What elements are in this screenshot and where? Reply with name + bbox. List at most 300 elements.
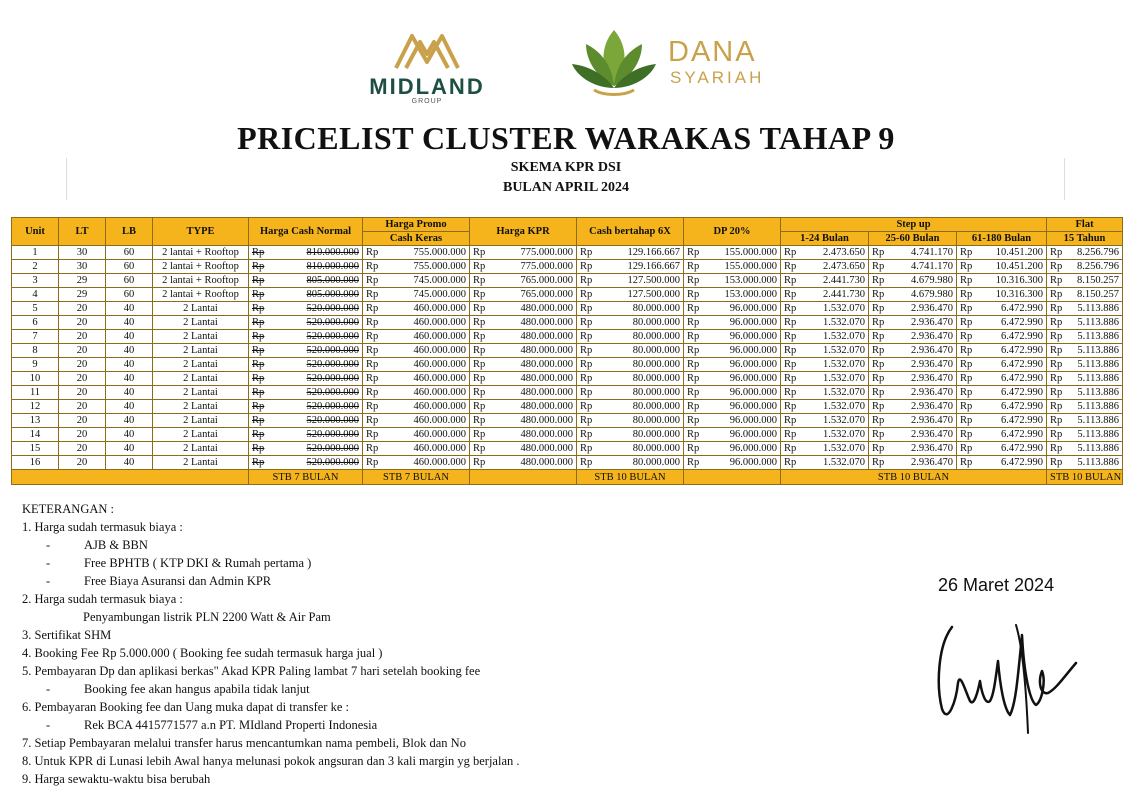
cell-flat: [1047, 442, 1123, 456]
cell-kpr: [470, 316, 577, 330]
footer-step-up: STB 10 BULAN: [781, 470, 1047, 485]
cell-type: 2 Lantai: [153, 358, 249, 372]
cell-step-3: [957, 414, 1047, 428]
currency-label: Rp: [1050, 387, 1063, 398]
cell-flat: [1047, 274, 1123, 288]
price-value: 4.741.170: [911, 261, 953, 272]
struck-price: 520.000.000: [306, 429, 359, 440]
cell-cash-bertahap: [577, 288, 684, 302]
price-value: 480.000.000: [520, 429, 573, 440]
cell-step-1: [781, 442, 869, 456]
price-value: 5.113.886: [1077, 373, 1120, 384]
price-value: 6.472.990: [1001, 415, 1044, 426]
cell-cash-bertahap: [577, 246, 684, 260]
cell-lb: 60: [106, 274, 153, 288]
price-value: 80.000.000: [632, 387, 680, 398]
currency-label: Rp: [1050, 289, 1063, 300]
cell-step-3: [957, 400, 1047, 414]
cell-lt: 30: [59, 260, 106, 274]
cell-lb: 60: [106, 260, 153, 274]
currency-label: Rp: [1050, 443, 1063, 454]
cell-unit: 11: [12, 386, 59, 400]
currency-label: Rp: [687, 317, 700, 328]
price-value: 1.532.070: [823, 303, 865, 314]
price-value: 80.000.000: [632, 359, 680, 370]
cell-step-1: [781, 246, 869, 260]
dana-name: DANA: [668, 36, 757, 68]
cell-lb: 40: [106, 344, 153, 358]
cell-step-1: [781, 400, 869, 414]
currency-label: Rp: [960, 247, 973, 258]
midland-sub: GROUP: [411, 98, 443, 105]
currency-label: Rp: [580, 429, 593, 440]
price-value: 96.000.000: [729, 303, 777, 314]
currency-label: Rp: [784, 261, 797, 272]
cell-type: 2 Lantai: [153, 344, 249, 358]
header-step-2: 25-60 Bulan: [869, 232, 957, 246]
price-value: 460.000.000: [413, 457, 466, 468]
cell-flat: [1047, 288, 1123, 302]
note-line: 6. Pembayaran Booking fee dan Uang muka dapat di transfer ke :: [22, 700, 349, 714]
price-value: 460.000.000: [413, 303, 466, 314]
price-value: 1.532.070: [823, 415, 865, 426]
currency-label: Rp: [960, 373, 973, 384]
price-value: 755.000.000: [413, 247, 466, 258]
header-promo: Harga Promo: [363, 218, 470, 232]
price-value: 2.936.470: [911, 401, 953, 412]
price-value: 4.679.980: [911, 275, 953, 286]
currency-label: Rp: [687, 289, 700, 300]
currency-label: Rp: [473, 457, 486, 468]
cell-lb: 40: [106, 302, 153, 316]
price-value: 96.000.000: [729, 457, 777, 468]
price-value: 153.000.000: [724, 289, 777, 300]
cell-unit: 15: [12, 442, 59, 456]
cell-type: 2 lantai + Rooftop: [153, 288, 249, 302]
price-value: 96.000.000: [729, 415, 777, 426]
cell-dp: [684, 260, 781, 274]
currency-label: Rp: [473, 443, 486, 454]
cell-step-1: [781, 372, 869, 386]
cell-lt: 20: [59, 456, 106, 470]
currency-label: Rp: [872, 373, 885, 384]
struck-price: 520.000.000: [306, 415, 359, 426]
cell-flat: [1047, 414, 1123, 428]
cell-dp: [684, 372, 781, 386]
currency-label: Rp: [960, 359, 973, 370]
notes-section: [22, 500, 622, 788]
table-row: [12, 302, 1123, 316]
dana-syariah-logo: [568, 24, 788, 100]
cell-lt: 20: [59, 302, 106, 316]
table-row: [12, 330, 1123, 344]
price-value: 10.316.300: [995, 289, 1044, 300]
cell-cash-bertahap: [577, 456, 684, 470]
currency-label: Rp: [580, 317, 593, 328]
currency-label: Rp: [580, 289, 593, 300]
cell-cash-normal: [249, 246, 363, 260]
currency-label: Rp: [366, 359, 379, 370]
currency-label: Rp: [784, 457, 797, 468]
cell-step-1: [781, 274, 869, 288]
cell-cash-normal: [249, 456, 363, 470]
cell-unit: 7: [12, 330, 59, 344]
cell-lb: 40: [106, 316, 153, 330]
currency-label: Rp: [252, 401, 265, 412]
cell-type: 2 Lantai: [153, 386, 249, 400]
cell-dp: [684, 358, 781, 372]
cell-type: 2 Lantai: [153, 428, 249, 442]
currency-label: Rp: [687, 261, 700, 272]
table-footer: [12, 470, 1123, 485]
struck-price: 520.000.000: [306, 345, 359, 356]
currency-label: Rp: [872, 247, 885, 258]
currency-label: Rp: [784, 429, 797, 440]
price-value: 80.000.000: [632, 373, 680, 384]
price-value: 2.936.470: [911, 359, 953, 370]
cell-promo: [363, 456, 470, 470]
currency-label: Rp: [366, 415, 379, 426]
note-line: Penyambungan listrik PLN 2200 Watt & Air Pam: [83, 610, 331, 624]
cell-step-3: [957, 386, 1047, 400]
cell-lt: 30: [59, 246, 106, 260]
currency-label: Rp: [872, 303, 885, 314]
table-row: [12, 344, 1123, 358]
cell-unit: 6: [12, 316, 59, 330]
price-value: 460.000.000: [413, 373, 466, 384]
cell-flat: [1047, 260, 1123, 274]
table-row: [12, 442, 1123, 456]
currency-label: Rp: [473, 345, 486, 356]
cell-step-2: [869, 330, 957, 344]
currency-label: Rp: [366, 275, 379, 286]
note-line: 1. Harga sudah termasuk biaya :: [22, 520, 183, 534]
currency-label: Rp: [960, 457, 973, 468]
cell-type: 2 Lantai: [153, 414, 249, 428]
currency-label: Rp: [784, 373, 797, 384]
currency-label: Rp: [872, 359, 885, 370]
note-text: Booking fee akan hangus apabila tidak lanjut: [84, 682, 310, 696]
divider-right: [1064, 158, 1065, 200]
cell-flat: [1047, 400, 1123, 414]
price-value: 5.113.886: [1077, 345, 1120, 356]
price-value: 2.936.470: [911, 429, 953, 440]
price-value: 480.000.000: [520, 359, 573, 370]
currency-label: Rp: [252, 373, 265, 384]
table-row: [12, 260, 1123, 274]
currency-label: Rp: [366, 443, 379, 454]
subtitle-scheme: SKEMA KPR DSI: [510, 160, 622, 175]
price-value: 5.113.886: [1077, 331, 1120, 342]
price-value: 4.741.170: [911, 247, 953, 258]
cell-cash-bertahap: [577, 274, 684, 288]
price-value: 460.000.000: [413, 415, 466, 426]
cell-cash-normal: [249, 400, 363, 414]
cell-promo: [363, 302, 470, 316]
cell-step-2: [869, 400, 957, 414]
cell-step-3: [957, 330, 1047, 344]
currency-label: Rp: [252, 443, 265, 454]
cell-flat: [1047, 246, 1123, 260]
currency-label: Rp: [252, 345, 265, 356]
note-text: Free Biaya Asuransi dan Admin KPR: [84, 574, 272, 588]
currency-label: Rp: [1050, 429, 1063, 440]
price-value: 129.166.667: [627, 247, 680, 258]
cell-lt: 20: [59, 358, 106, 372]
header-kpr: Harga KPR: [470, 218, 577, 246]
currency-label: Rp: [580, 373, 593, 384]
cell-lb: 40: [106, 414, 153, 428]
currency-label: Rp: [960, 303, 973, 314]
cell-lt: 20: [59, 330, 106, 344]
cell-kpr: [470, 288, 577, 302]
cell-unit: 12: [12, 400, 59, 414]
cell-type: 2 lantai + Rooftop: [153, 260, 249, 274]
cell-lt: 20: [59, 344, 106, 358]
subtitle-month: BULAN APRIL 2024: [502, 180, 630, 195]
cell-dp: [684, 344, 781, 358]
cell-flat: [1047, 302, 1123, 316]
currency-label: Rp: [252, 415, 265, 426]
currency-label: Rp: [580, 387, 593, 398]
currency-label: Rp: [687, 303, 700, 314]
currency-label: Rp: [687, 345, 700, 356]
cell-step-2: [869, 246, 957, 260]
price-value: 480.000.000: [520, 331, 573, 342]
price-value: 2.936.470: [911, 443, 953, 454]
cell-kpr: [470, 400, 577, 414]
cell-lt: 20: [59, 428, 106, 442]
currency-label: Rp: [366, 373, 379, 384]
cell-cash-bertahap: [577, 330, 684, 344]
cell-unit: 13: [12, 414, 59, 428]
syariah-name: SYARIAH: [670, 68, 765, 87]
price-value: 2.936.470: [911, 457, 953, 468]
price-value: 480.000.000: [520, 401, 573, 412]
cell-promo: [363, 344, 470, 358]
struck-price: 520.000.000: [306, 387, 359, 398]
price-value: 1.532.070: [823, 359, 865, 370]
price-value: 6.472.990: [1001, 331, 1044, 342]
price-value: 6.472.990: [1001, 387, 1044, 398]
currency-label: Rp: [252, 317, 265, 328]
currency-label: Rp: [473, 275, 486, 286]
currency-label: Rp: [252, 359, 265, 370]
footer-kpr: [470, 470, 577, 485]
price-value: 2.441.730: [823, 289, 865, 300]
price-value: 5.113.886: [1077, 415, 1120, 426]
cell-kpr: [470, 414, 577, 428]
price-value: 1.532.070: [823, 317, 865, 328]
cell-step-1: [781, 316, 869, 330]
currency-label: Rp: [1050, 373, 1063, 384]
price-value: 2.936.470: [911, 331, 953, 342]
table-row: [12, 456, 1123, 470]
currency-label: Rp: [687, 275, 700, 286]
currency-label: Rp: [960, 345, 973, 356]
price-value: 5.113.886: [1077, 443, 1120, 454]
cell-cash-normal: [249, 344, 363, 358]
table-row: [12, 372, 1123, 386]
cell-step-3: [957, 260, 1047, 274]
cell-step-3: [957, 358, 1047, 372]
price-value: 96.000.000: [729, 387, 777, 398]
dana-lotus-icon: [568, 26, 660, 98]
header-cash-bertahap: Cash bertahap 6X: [577, 218, 684, 246]
currency-label: Rp: [580, 415, 593, 426]
struck-price: 810.000.000: [306, 247, 359, 258]
cell-cash-bertahap: [577, 316, 684, 330]
cell-lt: 29: [59, 274, 106, 288]
cell-unit: 16: [12, 456, 59, 470]
price-value: 80.000.000: [632, 317, 680, 328]
price-value: 480.000.000: [520, 415, 573, 426]
cell-lb: 40: [106, 428, 153, 442]
struck-price: 520.000.000: [306, 401, 359, 412]
currency-label: Rp: [960, 317, 973, 328]
currency-label: Rp: [784, 401, 797, 412]
cell-promo: [363, 400, 470, 414]
cell-step-1: [781, 386, 869, 400]
footer-dp: [684, 470, 781, 485]
notes-heading: KETERANGAN :: [22, 502, 115, 516]
cell-cash-bertahap: [577, 372, 684, 386]
cell-step-1: [781, 302, 869, 316]
price-value: 5.113.886: [1077, 387, 1120, 398]
price-value: 480.000.000: [520, 457, 573, 468]
price-value: 1.532.070: [823, 401, 865, 412]
cell-cash-bertahap: [577, 302, 684, 316]
price-value: 460.000.000: [413, 331, 466, 342]
cell-lb: 40: [106, 456, 153, 470]
price-value: 8.256.796: [1077, 261, 1120, 272]
price-value: 765.000.000: [520, 289, 573, 300]
cell-dp: [684, 442, 781, 456]
currency-label: Rp: [687, 401, 700, 412]
cell-type: 2 Lantai: [153, 302, 249, 316]
note-line: [22, 554, 622, 572]
cell-unit: 9: [12, 358, 59, 372]
cell-step-2: [869, 428, 957, 442]
header-flat-sub: 15 Tahun: [1047, 232, 1123, 246]
currency-label: Rp: [872, 317, 885, 328]
price-value: 96.000.000: [729, 317, 777, 328]
cell-type: 2 Lantai: [153, 372, 249, 386]
cell-type: 2 Lantai: [153, 316, 249, 330]
cell-cash-bertahap: [577, 442, 684, 456]
cell-flat: [1047, 372, 1123, 386]
cell-dp: [684, 288, 781, 302]
price-value: 755.000.000: [413, 261, 466, 272]
price-value: 80.000.000: [632, 429, 680, 440]
currency-label: Rp: [687, 373, 700, 384]
currency-label: Rp: [252, 387, 265, 398]
cell-dp: [684, 246, 781, 260]
price-value: 480.000.000: [520, 303, 573, 314]
price-value: 2.473.650: [823, 261, 865, 272]
cell-step-2: [869, 414, 957, 428]
price-value: 96.000.000: [729, 359, 777, 370]
price-value: 6.472.990: [1001, 317, 1044, 328]
page-title: PRICELIST CLUSTER WARAKAS TAHAP 9: [237, 120, 895, 156]
currency-label: Rp: [687, 247, 700, 258]
cell-cash-bertahap: [577, 400, 684, 414]
footer-flat: STB 10 BULAN: [1047, 470, 1123, 485]
price-value: 480.000.000: [520, 345, 573, 356]
note-line: 9. Harga sewaktu-waktu bisa berubah: [22, 772, 211, 786]
currency-label: Rp: [473, 401, 486, 412]
note-line: 4. Booking Fee Rp 5.000.000 ( Booking fee sudah termasuk harga jual ): [22, 646, 383, 660]
currency-label: Rp: [252, 457, 265, 468]
currency-label: Rp: [473, 303, 486, 314]
header-cash-normal: Harga Cash Normal: [249, 218, 363, 246]
header-step-up: Step up: [781, 218, 1047, 232]
currency-label: Rp: [366, 303, 379, 314]
currency-label: Rp: [872, 429, 885, 440]
footer-promo: STB 7 BULAN: [363, 470, 470, 485]
currency-label: Rp: [1050, 303, 1063, 314]
cell-unit: 4: [12, 288, 59, 302]
currency-label: Rp: [580, 303, 593, 314]
cell-type: 2 Lantai: [153, 330, 249, 344]
currency-label: Rp: [366, 387, 379, 398]
cell-lb: 40: [106, 358, 153, 372]
currency-label: Rp: [1050, 275, 1063, 286]
table-row: [12, 288, 1123, 302]
price-value: 5.113.886: [1077, 429, 1120, 440]
currency-label: Rp: [872, 457, 885, 468]
currency-label: Rp: [580, 359, 593, 370]
price-value: 96.000.000: [729, 345, 777, 356]
cell-step-2: [869, 316, 957, 330]
currency-label: Rp: [473, 289, 486, 300]
table-row: [12, 414, 1123, 428]
cell-cash-bertahap: [577, 358, 684, 372]
cell-cash-bertahap: [577, 414, 684, 428]
price-value: 1.532.070: [823, 429, 865, 440]
currency-label: Rp: [784, 275, 797, 286]
currency-label: Rp: [580, 275, 593, 286]
cell-cash-normal: [249, 274, 363, 288]
cell-cash-normal: [249, 260, 363, 274]
price-value: 765.000.000: [520, 275, 573, 286]
pricelist-table: [11, 217, 1123, 485]
currency-label: Rp: [252, 289, 265, 300]
price-value: 5.113.886: [1077, 303, 1120, 314]
price-value: 2.936.470: [911, 345, 953, 356]
currency-label: Rp: [580, 247, 593, 258]
currency-label: Rp: [687, 387, 700, 398]
currency-label: Rp: [687, 359, 700, 370]
currency-label: Rp: [872, 331, 885, 342]
price-value: 2.441.730: [823, 275, 865, 286]
price-value: 5.113.886: [1077, 317, 1120, 328]
currency-label: Rp: [252, 261, 265, 272]
bullet-dash: -: [46, 574, 51, 588]
price-value: 460.000.000: [413, 443, 466, 454]
table-body: [12, 246, 1123, 470]
cell-dp: [684, 274, 781, 288]
header-lb: LB: [106, 218, 153, 246]
currency-label: Rp: [784, 415, 797, 426]
cell-dp: [684, 456, 781, 470]
currency-label: Rp: [580, 261, 593, 272]
price-value: 80.000.000: [632, 401, 680, 412]
price-value: 1.532.070: [823, 443, 865, 454]
cell-flat: [1047, 344, 1123, 358]
midland-logo-icon: [362, 22, 492, 74]
cell-lb: 40: [106, 372, 153, 386]
